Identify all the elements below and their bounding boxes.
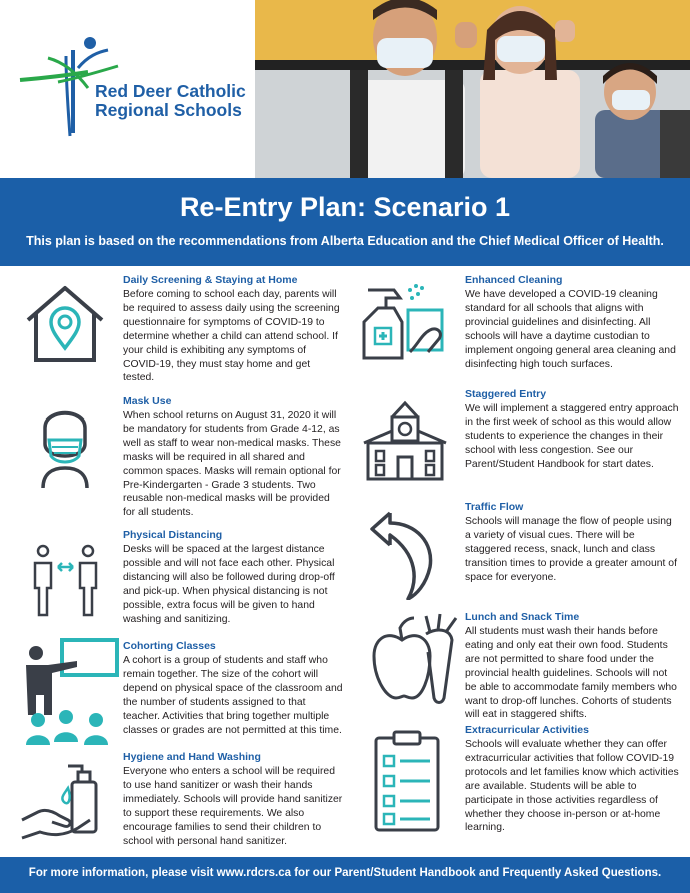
section-cohorting-classes [123, 640, 343, 737]
section-title: Hygiene and Hand Washing [123, 751, 261, 763]
section-body: We have developed a COVID-19 cleaning standard for all schools that aligns with provincial guidelines and disinfecting. All schools will have a daytime custodian to implement ongoing general area cleaning and disinfecting high touch surfaces. [465, 289, 676, 370]
section-title: Physical Distancing [123, 529, 223, 541]
physical-distancing-icon [28, 543, 103, 618]
section-title: Staggered Entry [465, 388, 547, 400]
section-body: A cohort is a group of students and staff who remain together. The size of the cohort will depend on physical space of the classroom and the number of students assigned to that teacher. Activities that bring together multiple classes or grades are not permitted at this time. [123, 655, 343, 736]
section-extracurricular [465, 724, 685, 835]
cleaning-spray-icon [358, 282, 453, 362]
logo-line-2: Regional Schools [95, 100, 242, 120]
school-building-icon [360, 395, 450, 483]
section-body: When school returns on August 31, 2020 it will be mandatory for students from Grade 4-12, as well as staff to wear non-medical masks. These masks will be required in all shared and common spaces. Masks will remain optional for Pre-Kindergarten - Grade 3 students. Two reusable non-medical masks will be provided for all students. [123, 410, 341, 519]
header-photo [255, 0, 690, 178]
section-title: Enhanced Cleaning [465, 274, 563, 286]
footer-text: For more information, please visit www.rdcrs.ca for our Parent/Student Handbook and Frequently Asked Questions. [28, 867, 662, 879]
section-body: Before coming to school each day, parents will be required to assess daily using the screening questionnaire for symptoms of COVID-19 to determine whether a child can attend school. If your child is exhibiting any symptoms of COVID-19, they must stay home and get tested. [123, 289, 340, 384]
cohort-class-icon [22, 635, 122, 747]
mask-face-icon [35, 398, 95, 493]
apple-carrot-icon [370, 612, 460, 707]
section-body: We will implement a staggered entry approach in the first week of school as this would allow students to experience the changes in their school with less congestion. See our Parent/Student Handbook for start dates. [465, 403, 679, 470]
section-body: All students must wash their hands before eating and only eat their own food. Students are not permitted to share food under the provincial health guidelines. Schools will not be able to accommodate family members who want to drop-off lunches. Cohorts of students will eat in staggered shifts. [465, 626, 677, 721]
checklist-clipboard-icon [372, 728, 442, 833]
page-subtitle: This plan is based on the recommendations from Alberta Education and the Chief Medical Officer of Health. [26, 234, 664, 248]
section-title: Traffic Flow [465, 501, 524, 513]
section-title: Lunch and Snack Time [465, 611, 580, 623]
children-photo-illustration [255, 0, 690, 178]
page-title: Re-Entry Plan: Scenario 1 [179, 192, 511, 222]
section-physical-distancing [123, 529, 345, 626]
section-title: Mask Use [123, 395, 172, 407]
section-title: Cohorting Classes [123, 640, 216, 652]
logo-text [95, 82, 246, 120]
header [0, 0, 690, 178]
section-title: Extracurricular Activities [465, 724, 589, 736]
section-mask-use [123, 395, 343, 520]
section-body: Schools will manage the flow of people using a variety of visual cues. There will be staggered recess, snack, lunch and class transition times to provide a greater amount of space for everyone. [465, 516, 677, 583]
section-staggered-entry [465, 388, 680, 472]
house-location-icon [20, 280, 110, 370]
curved-arrow-icon [368, 505, 438, 600]
section-hygiene-hand-washing [123, 751, 345, 848]
section-daily-screening [123, 274, 343, 385]
section-traffic-flow [465, 501, 680, 585]
section-body: Everyone who enters a school will be required to use hand sanitizer or wash their hands immediately. Schools will provide hand sanitizer to support these requirements. We also encourage families to send their children to school with personal hand sanitizer. [123, 766, 343, 847]
hand-sanitizer-icon [20, 762, 105, 844]
section-enhanced-cleaning [465, 274, 680, 371]
section-body: Schools will evaluate whether they can offer extracurricular activities that follow COVID-19 protocols and let families know which activities are available. Students will be able to participate in those activities regardless of whether they choose in-person or at-home learning. [465, 739, 679, 834]
logo-line-1: Red Deer Catholic [95, 81, 246, 101]
section-lunch-snack [465, 611, 680, 722]
section-body: Desks will be spaced at the largest distance possible and will not face each other. Physical distancing will also be followed during drop-off and pick-up. When physical distancing is not possible, extra focus will be given to hand washing and sanitizing. [123, 544, 335, 625]
section-title: Daily Screening & Staying at Home [123, 274, 298, 286]
